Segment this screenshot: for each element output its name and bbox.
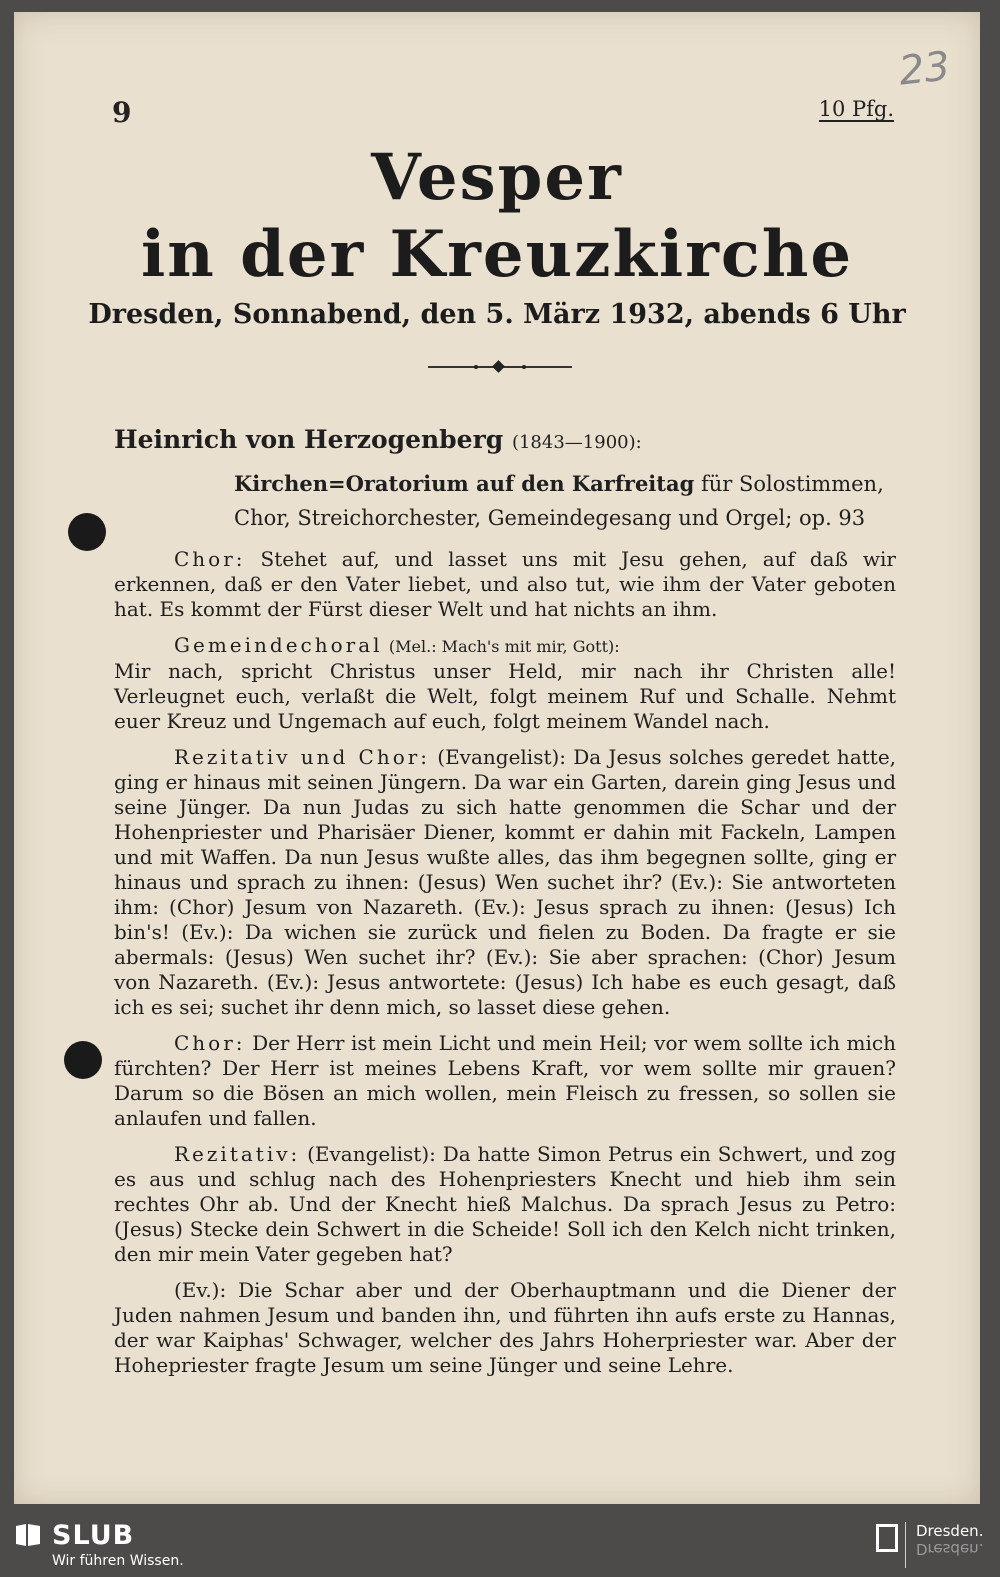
section-evangelist — [114, 1278, 896, 1378]
section-label: Gemeindechoral — [174, 633, 383, 657]
section-label: Chor: — [174, 1031, 246, 1055]
composer-line — [114, 422, 896, 457]
section-text: (Evangelist): Da Jesus solches geredet hatte, ging er hinaus mit seinen Jüngern. Da war ein Garten, darein ging Jesus und seine Jünger. Da nun Judas zu sich hatte genommen die Schar und der Hohenpriester und Pharisäer Diener, kommt er dahin mit Fackeln, Lampen und mit Waffen. Da nun Jesus wußte alles, das ihm begegnen sollte, ging er hinaus und sprach zu ihnen: (Jesus) Wen suchet ihr? (Ev.): Sie antworteten ihm: (Chor) Jesum von Nazareth. (Ev.): Jesus sprach zu ihnen: (Jesus) Ich bin's! (Ev.): Da wichen sie zurück und fielen zu Boden. Da fragte er sie abermals: (Jesus) Wen suchet ihr? (Ev.): Sie aber sprachen: (Chor) Jesum von Nazareth. (Ev.): Jesus antwortete: (Jesus) Ich habe es euch gesagt, daß ich es sei; suchet ihr denn mich, so lasset diese gehen. — [114, 745, 897, 1019]
section-label: Chor: — [174, 547, 246, 571]
section-rezitativ — [114, 1142, 896, 1267]
subtitle: Dresden, Sonnabend, den 5. März 1932, abends 6 Uhr — [88, 299, 906, 330]
section-gemeindechoral — [114, 633, 896, 734]
handwritten-annotation: 23 — [896, 43, 953, 95]
composer-name: Heinrich von Herzogenberg — [114, 425, 504, 454]
work-scoring: für Solostimmen, Chor, Streichorchester, Gemeindegesang und Orgel; — [234, 472, 884, 530]
section-chor-2 — [114, 1031, 896, 1131]
work-description — [234, 467, 896, 535]
slub-logo[interactable]: SLUB — [52, 1520, 135, 1551]
composer-years: (1843—1900): — [511, 432, 642, 453]
footer-bar — [0, 1516, 1000, 1577]
section-label: Rezitativ und Chor: — [174, 745, 431, 769]
footer-divider — [905, 1522, 906, 1568]
section-chor-1 — [114, 547, 896, 622]
section-text: (Ev.): Die Schar aber und der Oberhauptmann und die Diener der Juden nahmen Jesum und banden ihn, und führten ihn aufs erste zu Hannas, der war Kaiphas' Schwager, welcher des Jahrs Hoherpriester war. Aber der Hohepriester fragte Jesum um seine Jünger und seine Lehre. — [114, 1278, 896, 1377]
dresden-logo-reflection: Dresden. — [916, 1540, 984, 1558]
melody-note: (Mel.: Mach's mit mir, Gott): — [388, 637, 620, 656]
title-line-1: Vesper — [371, 140, 623, 215]
program-content — [114, 422, 896, 1389]
section-label: Rezitativ: — [174, 1142, 301, 1166]
work-opus: op. 93 — [798, 506, 866, 530]
dresden-logo[interactable]: Dresden. — [916, 1522, 984, 1540]
price-label: 10 Pfg. — [818, 97, 894, 121]
title-line-2: in der Kreuzkirche — [140, 217, 854, 292]
ornament-divider — [428, 361, 572, 373]
section-rezitativ-chor — [114, 745, 896, 1020]
slub-tagline: Wir führen Wissen. — [52, 1553, 184, 1569]
punch-hole-icon — [68, 513, 106, 551]
punch-hole-icon — [64, 1041, 102, 1079]
section-text: (Evangelist): Da hatte Simon Petrus ein Schwert, und zog es aus und schlug nach des Hohenpriesters Knecht und hieb ihm sein rechtes Ohr ab. Und der Knecht hieß Malchus. Da sprach Jesus zu Petro: (Jesus) Stecke dein Schwert in die Scheide! Soll ich den Kelch nicht trinken, den mir mein Vater gegeben hat? — [114, 1142, 897, 1266]
book-icon — [14, 1522, 42, 1548]
page-number: 9 — [112, 96, 132, 129]
document-page — [14, 12, 980, 1504]
section-text: Mir nach, spricht Christus unser Held, mir nach ihr Christen alle! Verleugnet euch, verlaßt die Welt, folgt meinem Ruf und Schalle. Nehmt euer Kreuz und Ungemach auf euch, folgt meinem Wandel nach. — [114, 659, 896, 733]
work-title: Kirchen=Oratorium auf den Karfreitag — [234, 471, 695, 496]
crest-icon — [876, 1524, 898, 1552]
section-text: Der Herr ist mein Licht und mein Heil; vor wem sollte ich mich fürchten? Der Herr ist meines Lebens Kraft, vor wem sollte mir grauen? Darum so die Bösen an mich wollen, mein Fleisch zu fressen, so sollen sie anlaufen und fallen. — [114, 1031, 896, 1130]
section-text: Stehet auf, und lasset uns mit Jesu gehen, auf daß wir erkennen, daß er den Vater liebet, und also tut, wie ihm der Vater geboten hat. Es kommt der Fürst dieser Welt und hat nichts an ihm. — [114, 547, 896, 621]
